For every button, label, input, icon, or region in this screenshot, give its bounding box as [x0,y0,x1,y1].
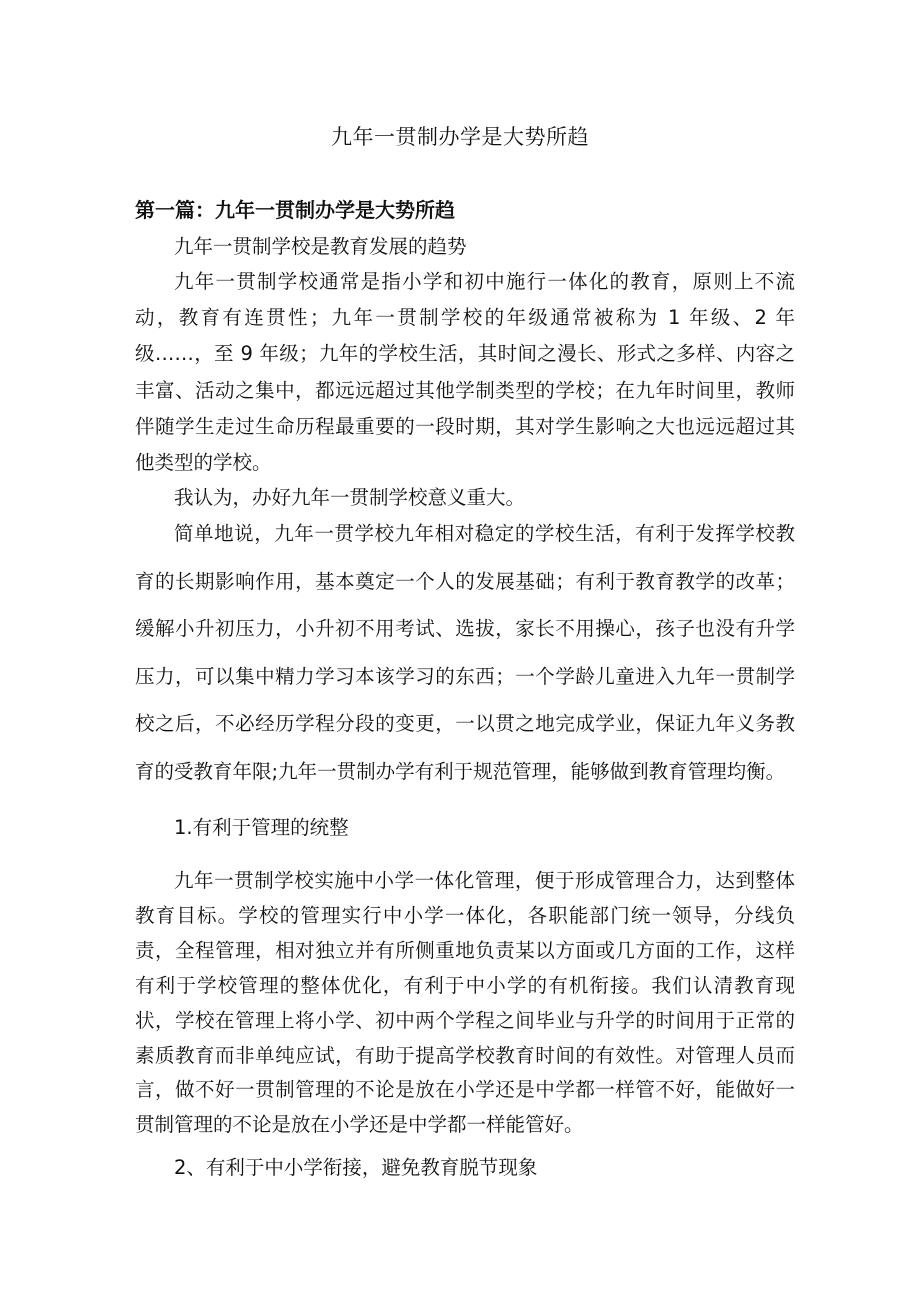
paragraph-intro: 九年一贯制学校通常是指小学和初中施行一体化的教育，原则上不流动，教育有连贯性；九年一贯制学校的年级通常被称为 1 年级、2 年级……，至 9 年级；九年的学校生活，其时间之漫长、形式之多样、内容之丰富、活动之集中，都远远超过其他学制类型的学校；在九年时间里，教师伴随学生走过生命历程最重要的一段时期，其对学生影响之大也远远超过其他类型的学校。 [135,270,795,475]
paragraph-subtitle: 九年一贯制学校是教育发展的趋势 [174,235,467,258]
document-title: 九年一贯制办学是大势所趋 [331,125,589,149]
paragraph-summary: 简单地说，九年一贯学校九年相对稳定的学校生活，有利于发挥学校教育的长期影响作用，基本奠定一个人的发展基础；有利于教育教学的改革；缓解小升初压力，小升初不用考试、选拔，家长不用操心，孩子也没有升学压力，可以集中精力学习本该学习的东西；一个学龄儿童进入九年一贯制学校之后，不必经历学程分段的变更，一以贯之地完成学业，保证九年义务教育的受教育年限;九年一贯制办学有利于规范管理，能够做到教育管理均衡。 [135,522,795,783]
paragraph-opinion: 我认为，办好九年一贯制学校意义重大。 [174,486,526,509]
paragraph-point-1-body: 九年一贯制学校实施中小学一体化管理，便于形成管理合力，达到整体教育目标。学校的管理实行中小学一体化，各职能部门统一领导，分线负责，全程管理，相对独立并有所侧重地负责某以方面或几方面的工作，这样有利于学校管理的整体优化，有利于中小学的有机衔接。我们认清教育现状，学校在管理上将小学、初中两个学程之间毕业与升学的时间用于正常的素质教育而非单纯应试，有助于提高学校教育时间的有效性。对管理人员而言，做不好一贯制管理的不论是放在小学还是中学都一样管不好，能做好一贯制管理的不论是放在小学还是中学都一样能管好。 [135,869,795,1137]
paragraph-point-1-heading: 1.有利于管理的统整 [174,816,349,839]
paragraph-point-2-heading: 2、有利于中小学衔接，避免教育脱节现象 [174,1156,538,1179]
section-heading: 第一篇：九年一贯制办学是大势所趋 [135,198,455,222]
